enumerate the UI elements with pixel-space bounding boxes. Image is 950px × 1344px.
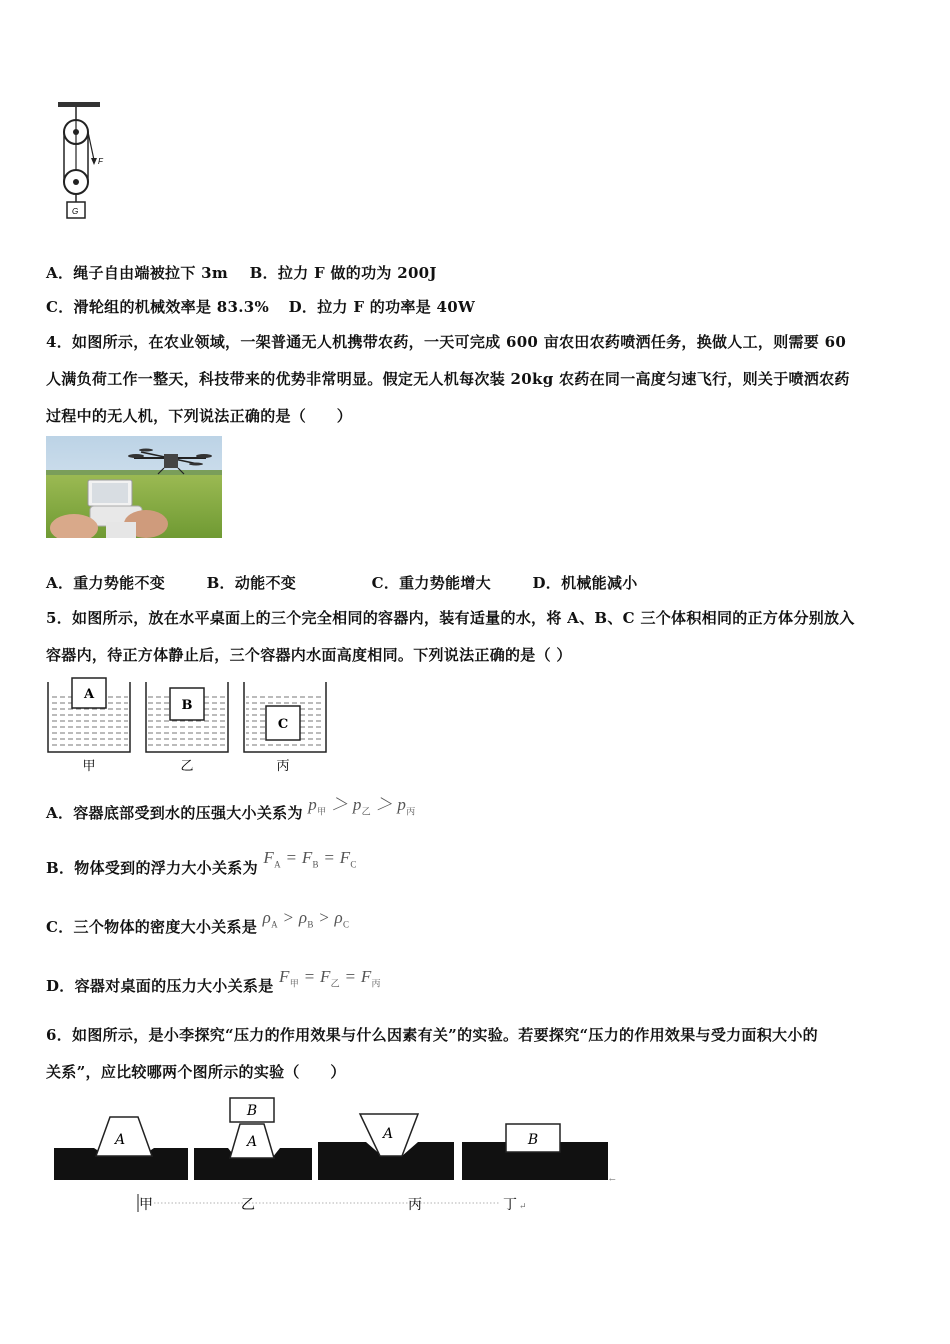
experiment-bing [318,1114,454,1180]
ceiling-support [58,102,100,107]
experiment-label-jia: 甲 [139,1197,153,1213]
q3-options-row1 [46,262,437,283]
q5-option-c-math: $\rho_A > \rho_B > \rho_C$ [262,908,350,930]
container-label-jia: 甲 [82,759,96,774]
q3-option-b: B．拉力 F 做的功为 200J [249,264,437,282]
experiment-label-ding: 丁 [503,1197,517,1213]
block-a-bing-label: A [382,1126,394,1142]
q4-option-a: A．重力势能不变 [46,574,166,592]
q5-option-b-row [46,848,357,879]
q6-stem-line1: 6．如图所示，是小李探究“压力的作用效果与什么因素有关”的实验。若要探究“压力的作用效果与受力面积大小的 [46,1026,818,1044]
q5-option-a-math: $p_甲 > p_乙 > p_丙$ [308,795,416,817]
block-b-label: B [181,698,193,713]
q5-option-a-row [46,795,416,825]
svg-text:←: ← [609,1175,616,1184]
container-label-bing: 丙 [276,759,290,774]
experiment-yi [194,1098,312,1180]
block-b-ding-label: B [527,1132,539,1148]
q5-option-c-row [46,908,350,938]
pulley-figure [50,98,120,228]
drone-photo [46,436,222,538]
q5-option-d-math: $F_甲 = F_乙 = F_丙$ [279,967,381,989]
experiment-jia [54,1117,188,1180]
container-yi [146,682,228,774]
block-a-jia-label: A [114,1132,126,1148]
container-label-yi: 乙 [180,759,194,774]
experiment-label-bing: 丙 [408,1197,422,1213]
q5-option-c: C．三个物体的密度大小关系是 [46,918,258,936]
experiment-label-yi: 乙 [241,1197,255,1213]
q6-stem-line2: 关系”，应比较哪两个图所示的实验（ ） [46,1063,346,1081]
container-jia [48,678,130,774]
q3-options-row2 [46,296,475,317]
force-label: F [98,157,103,166]
svg-text:↵: ↵ [519,1202,527,1212]
pressure-experiment-figure [50,1094,620,1220]
q3-option-d: D．拉力 F 的功率是 40W [288,298,476,316]
q3-option-c: C．滑轮组的机械效率是 83.3% [46,298,270,316]
container-bing [244,682,326,774]
q4-options-row [46,572,638,593]
q4-stem-line1: 4．如图所示，在农业领域，一架普通无人机携带农药，一天可完成 600 亩农田农药喷洒任务，换做人工，则需要 60 [46,333,847,351]
q5-stem-line1: 5．如图所示，放在水平桌面上的三个完全相同的容器内，装有适量的水，将 A、B、C 三个体积相同的正方体分别放入 [46,609,855,627]
q5-option-d: D．容器对桌面的压力大小关系是 [46,977,274,995]
q3-option-a: A．绳子自由端被拉下 3m [46,264,229,282]
q4-option-d: D．机械能减小 [532,574,638,592]
force-arrow [91,158,97,165]
q5-option-a: A．容器底部受到水的压强大小关系为 [46,804,303,822]
block-a-yi-label: A [246,1134,258,1150]
block-a-label: A [83,687,95,702]
q4-stem-line3: 过程中的无人机，下列说法正确的是（ ） [46,407,353,425]
q4-option-c: C．重力势能增大 [371,574,491,592]
block-b-yi-label: B [246,1103,258,1119]
q5-option-b: B．物体受到的浮力大小关系为 [46,859,258,877]
q5-option-d-row [46,967,381,998]
block-c-label: C [277,717,289,732]
q5-option-b-math: $F_A = F_B = F_C$ [263,848,357,870]
weight-label: G [72,207,79,216]
experiment-ding [462,1124,608,1180]
containers-figure [44,676,334,776]
q4-stem-line2: 人满负荷工作一整天，科技带来的优势非常明显。假定无人机每次装 20kg 农药在同一高度匀速飞行，则关于喷洒农药 [46,370,850,388]
q5-stem-line2: 容器内，待正方体静止后，三个容器内水面高度相同。下列说法正确的是（ ） [46,646,572,664]
q4-option-b: B．动能不变 [206,574,297,592]
